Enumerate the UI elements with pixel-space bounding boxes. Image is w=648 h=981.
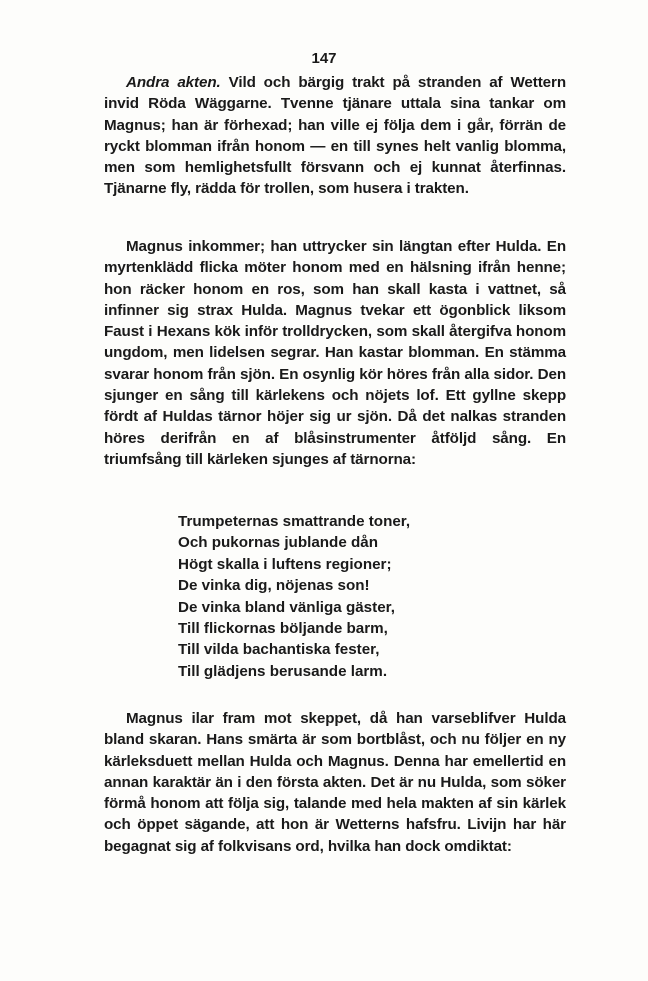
verse-block (178, 511, 478, 682)
verse-line: De vinka dig, nöjenas son! (178, 577, 370, 595)
paragraph-act-two-text: Vild och bärgig trakt på stranden af Wettern invid Röda Wäggarne. Tvenne tjänare uttala sina tankar om Magnus; han är förhexad; han ville ej följa dem i går, förrän de ryckt blomman ifrån honom — en till synes helt vanlig blomma, men som hemlighetsfullt försvann och ej kunnat återfinnas. Tjänarne fly, rädda för trollen, som husera i trakten. (104, 74, 567, 198)
verse-line: Och pukornas jublande dån (178, 534, 378, 552)
verse-line: Till glädjens berusande larm. (178, 662, 388, 680)
verse-line: Högt skalla i luftens regioner; (178, 555, 392, 573)
verse-line: Till vilda bachantiska fester, (178, 641, 380, 659)
paragraph-ship (104, 708, 566, 857)
verse-line: Till flickornas böljande barm, (178, 620, 388, 638)
paragraph-act-two (104, 72, 566, 200)
act-heading: Andra akten. (126, 74, 221, 91)
paragraph-magnus-enters-text: Magnus inkommer; han uttrycker sin längtan efter Hulda. En myrtenklädd flicka möter honom med en hälsning ifrån henne; hon räcker honom en ros, som han skall kasta i vattnet, så infinner sig strax Hulda. Magnus tvekar ett ögonblick liksom Faust i Hexans kök inför trolldrycken, som skall återgifva honom ungdom, men lidelsen segrar. Han kastar blomman. En stämma svarar honom från sjön. En osynlig kör höres från alla sidor. Den sjunger en sång till kärlekens och nöjets lof. Ett gyllne skepp fördt af Huldas tärnor höjer sig ur sjön. Då det nalkas stranden höres derifrån en af blåsinstrumenter åtföljd sång. En triumfsång till kärleken sjunges af tärnorna: (104, 238, 566, 468)
verse-line: De vinka bland vänliga gäster, (178, 598, 395, 616)
paragraph-ship-text: Magnus ilar fram mot skeppet, då han varseblifver Hulda bland skaran. Hans smärta är som bortblåst, och nu följer en ny kärleksduett mellan Hulda och Magnus. Denna har emellertid en annan karaktär än i den första akten. Det är nu Hulda, som söker förmå honom att följa sig, talande med hela makten af sin kärlek och öppet sägande, att hon är Wetterns hafsfru. Livijn har här begagnat sig af folkvisans ord, hvilka han dock omdiktat: (104, 710, 566, 855)
verse-line: Trumpeternas smattrande toner, (178, 513, 411, 530)
page-number: 147 (311, 50, 337, 67)
paragraph-magnus-enters (104, 236, 566, 470)
